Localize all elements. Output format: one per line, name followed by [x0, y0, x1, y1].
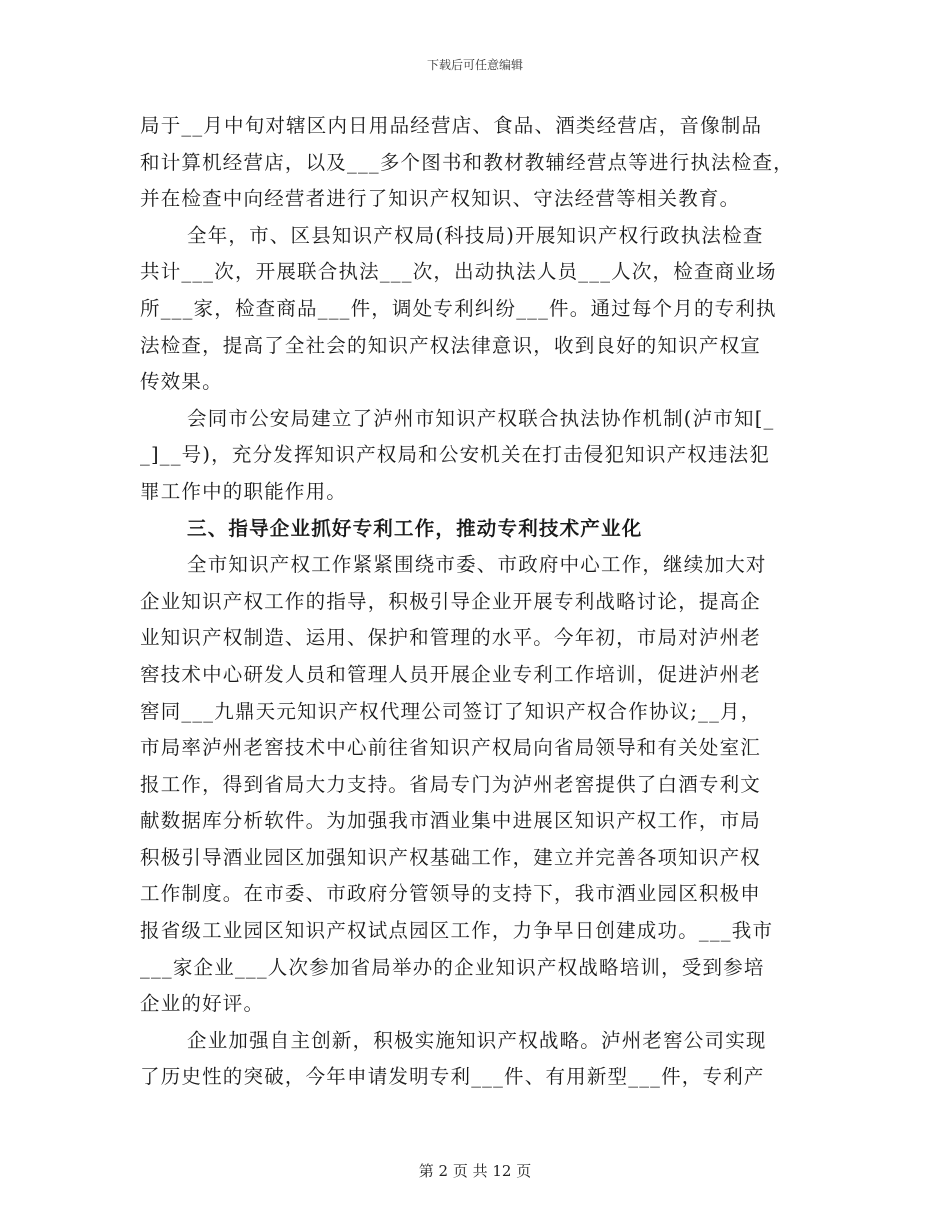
text-line: 窖技术中心研发人员和管理人员开展企业专利工作培训，促进泸州老: [140, 662, 762, 686]
text-line: 罪工作中的职能作用。: [140, 479, 348, 503]
text-line: 并在检查中向经营者进行了知识产权知识、守法经营等相关教育。: [140, 187, 741, 211]
text-line: 了历史性的突破，今年申请发明专利___件、有用新型___件，专利产: [140, 1065, 765, 1089]
page-header: 下载后可任意编辑: [426, 58, 523, 72]
text-line: 企业的好评。: [140, 992, 265, 1016]
text-line: 共计___次，开展联合执法___次，出动执法人员___人次，检查商业场: [140, 260, 777, 284]
text-line: 全市知识产权工作紧紧围绕市委、市政府中心工作，继续加大对: [187, 553, 767, 577]
text-line: _]__号)，充分发挥知识产权局和公安机关在打击侵犯知识产权违法犯: [140, 443, 771, 467]
text-line: 会同市公安局建立了泸州市知识产权联合执法协作机制(泸市知[_: [187, 406, 775, 430]
text-line: 所___家，检查商品___件，调处专利纠纷___件。通过每个月的专利执: [140, 296, 777, 320]
text-line: 法检查，提高了全社会的知识产权法律意识，收到良好的知识产权宣: [140, 333, 762, 357]
text-line: 窖同___九鼎天元知识产权代理公司签订了知识产权合作协议;__月，: [140, 699, 762, 723]
text-line: ___家企业___人次参加省局举办的企业知识产权战略培训，受到参培: [140, 955, 765, 979]
text-line: 市局率泸州老窖技术中心前往省知识产权局向省局领导和有关处室汇: [140, 736, 762, 760]
text-line: 献数据库分析软件。为加强我市酒业集中进展区知识产权工作，市局: [140, 809, 762, 833]
paragraph-4: [140, 547, 820, 1023]
text-line: 报省级工业园区知识产权试点园区工作，力争早日创建成功。___我市: [140, 919, 774, 943]
text-line: 和计算机经营店，以及___多个图书和教材教辅经营点等进行执法检查，: [140, 150, 794, 174]
text-line: 全年，市、区县知识产权局(科技局)开展知识产权行政执法检查: [187, 223, 764, 247]
paragraph-2: [140, 218, 820, 401]
text-line: 企业知识产权工作的指导，积极引导企业开展专利战略讨论，提高企: [140, 589, 762, 613]
paragraph-1: [140, 108, 820, 218]
text-line: 局于__月中旬对辖区内日用品经营店、食品、酒类经营店，音像制品: [140, 114, 763, 137]
section-heading: 三、指导企业抓好专利工作，推动专利技术产业化: [187, 516, 643, 540]
paragraph-5: [140, 1023, 820, 1096]
page-footer: 第 2 页 共 12 页: [418, 1162, 532, 1180]
text-line: 业知识产权制造、运用、保护和管理的水平。今年初，市局对泸州老: [140, 626, 762, 650]
paragraph-3: [140, 401, 820, 511]
text-line: 企业加强自主创新，积极实施知识产权战略。泸州老窖公司实现: [187, 1028, 767, 1052]
text-line: 报工作，得到省局大力支持。省局专门为泸州老窖提供了白酒专利文: [140, 772, 762, 796]
text-line: 传效果。: [140, 370, 223, 394]
document-body: [140, 108, 820, 1096]
text-line: 工作制度。在市委、市政府分管领导的支持下，我市酒业园区积极申: [140, 882, 762, 906]
text-line: 积极引导酒业园区加强知识产权基础工作，建立并完善各项知识产权: [140, 845, 762, 869]
